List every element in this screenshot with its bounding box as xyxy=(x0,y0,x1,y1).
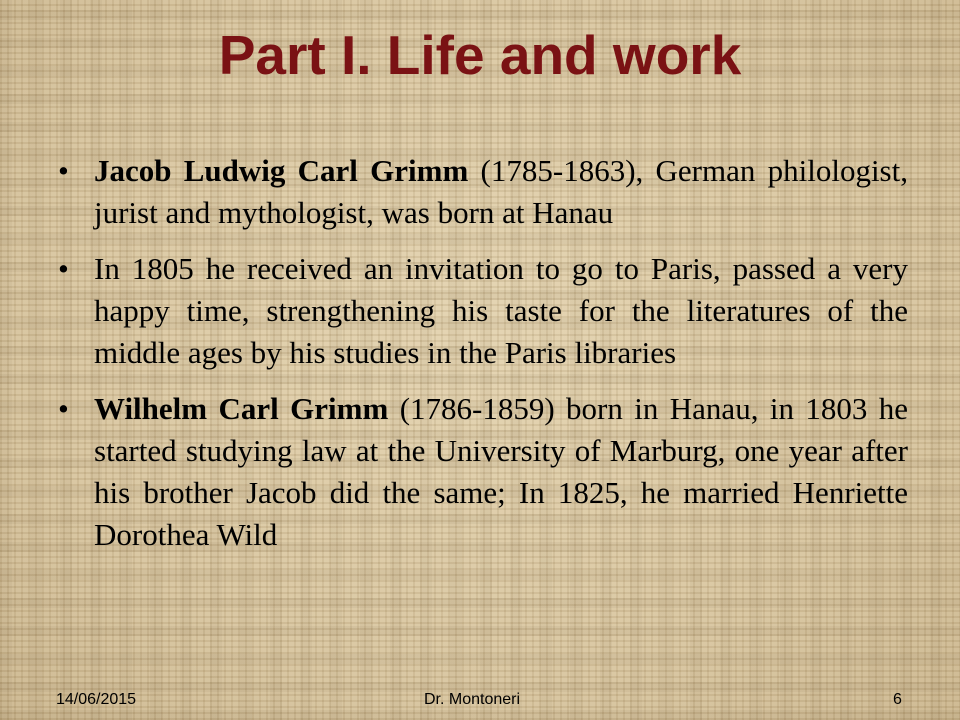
bullet-name: Jacob Ludwig Carl Grimm xyxy=(94,153,469,188)
bullet-item xyxy=(58,388,908,556)
bullet-icon: • xyxy=(58,251,69,286)
bullet-item xyxy=(58,150,908,234)
bullet-icon: • xyxy=(58,391,69,426)
bullet-text: (1785-1863), German philologist, jurist and mythologist, was born at Hanau xyxy=(94,153,908,230)
bullet-list xyxy=(58,150,908,570)
footer-author: Dr. Montoneri xyxy=(424,691,521,708)
footer-date: 14/06/2015 xyxy=(56,691,137,708)
bullet-item xyxy=(58,248,908,374)
bullet-name: Wilhelm Carl Grimm xyxy=(94,391,389,426)
bullet-text: (1786-1859) born in Hanau, in 1803 he started studying law at the University of Marburg, one year after his brother Jacob did the same; In 1825, he married Henriette Dorothea Wild xyxy=(94,391,909,552)
bullet-icon: • xyxy=(58,153,69,188)
footer-page-number: 6 xyxy=(893,691,902,708)
bullet-text: In 1805 he received an invitation to go to Paris, passed a very happy time, strengthening his taste for the literatures of the middle ages by his studies in the Paris libraries xyxy=(94,251,908,370)
slide-title: Part I. Life and work xyxy=(218,24,742,86)
